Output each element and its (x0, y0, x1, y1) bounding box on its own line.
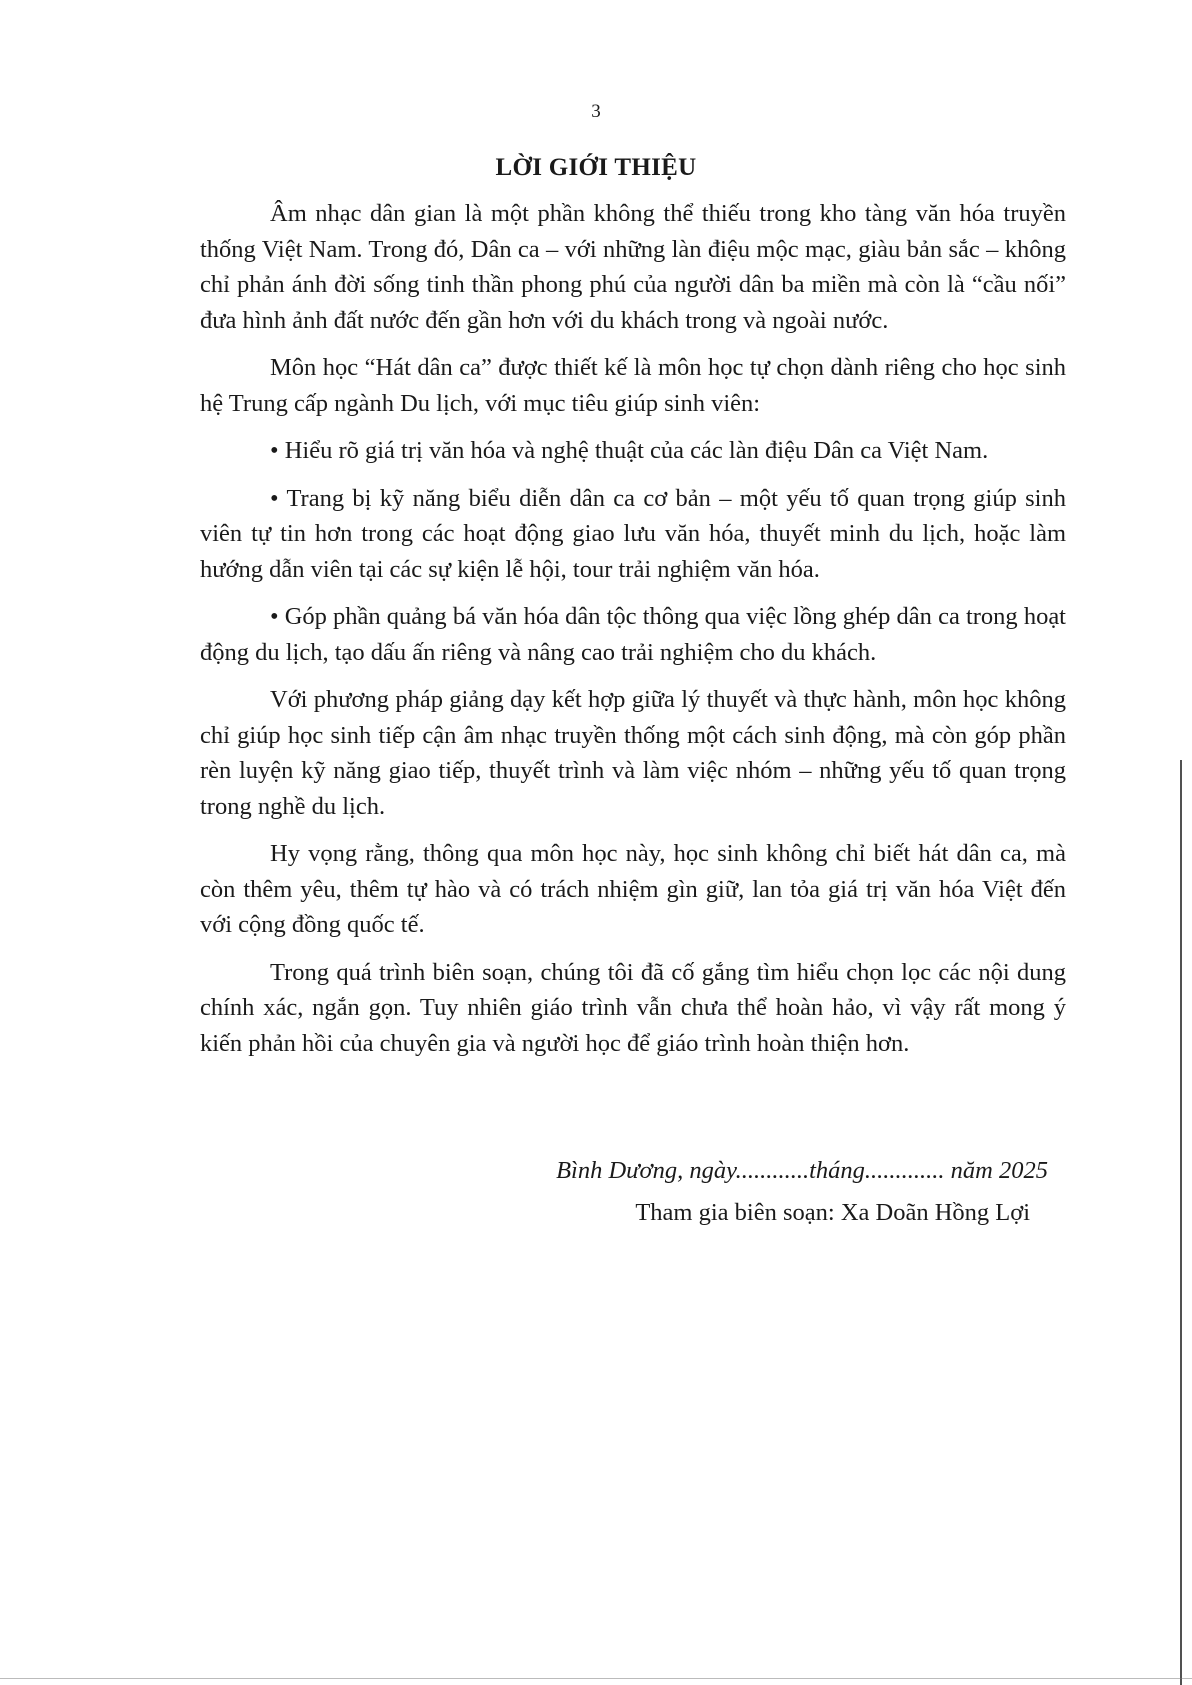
paragraph-hope: Hy vọng rằng, thông qua môn học này, học sinh không chỉ biết hát dân ca, mà còn thêm yêu, thêm tự hào và có trách nhiệm gìn giữ, lan tỏa giá trị văn hóa Việt đến với cộng đồng quốc tế. (200, 840, 1066, 938)
paragraph-methodology: Với phương pháp giảng dạy kết hợp giữa lý thuyết và thực hành, môn học không chỉ giúp học sinh tiếp cận âm nhạc truyền thống một cách sinh động, mà còn góp phần rèn luyện kỹ năng giao tiếp, thuyết trình và làm việc nhóm – những yếu tố quan trọng trong nghề du lịch. (200, 686, 1066, 820)
paragraph-closing: Trong quá trình biên soạn, chúng tôi đã cố gắng tìm hiểu chọn lọc các nội dung chính xác, ngắn gọn. Tuy nhiên giáo trình vẫn chưa thể hoàn hảo, vì vậy rất mong ý kiến phản hồi của chuyên gia và người học để giáo trình hoàn thiện hơn. (200, 958, 1066, 1057)
bullet-item-skills: • Trang bị kỹ năng biểu diễn dân ca cơ bản – một yếu tố quan trọng giúp sinh viên tự tin hơn trong các hoạt động giao lưu văn hóa, thuyết minh du lịch, hoặc làm hướng dẫn viên tại các sự kiện lễ hội, tour trải nghiệm văn hóa. (200, 484, 1066, 583)
paragraph-intro: Âm nhạc dân gian là một phần không thể thiếu trong kho tàng văn hóa truyền thống Việt Nam. Trong đó, Dân ca – với những làn điệu mộc mạc, giàu bản sắc – không chỉ phản ánh đời sống tinh thần phong phú của người dân ba miền mà còn là “cầu nối” đưa hình ảnh đất nước đến gần hơn với du khách trong và ngoài nước. (200, 200, 1066, 334)
bullet-item-understanding: • Hiểu rõ giá trị văn hóa và nghệ thuật của các làn điệu Dân ca Việt Nam. (270, 437, 989, 464)
bullet-item-promotion: • Góp phần quảng bá văn hóa dân tộc thông qua việc lồng ghép dân ca trong hoạt động du lịch, tạo dấu ấn riêng và nâng cao trải nghiệm cho du khách. (200, 603, 1066, 666)
page-title: LỜI GIỚI THIỆU (495, 154, 697, 181)
signature-block (200, 1153, 1048, 1231)
date-line: Bình Dương, ngày............tháng............. năm 2025 (556, 1157, 1048, 1184)
page-number: 3 (591, 101, 601, 122)
scan-edge-line (1180, 760, 1182, 1685)
document-body (200, 196, 1066, 1073)
author-line: Tham gia biên soạn: Xa Doãn Hồng Lợi (635, 1199, 1030, 1226)
scan-bottom-line (0, 1678, 1192, 1679)
paragraph-course-description: Môn học “Hát dân ca” được thiết kế là môn học tự chọn dành riêng cho học sinh hệ Trung cấp ngành Du lịch, với mục tiêu giúp sinh viên: (200, 354, 1066, 417)
